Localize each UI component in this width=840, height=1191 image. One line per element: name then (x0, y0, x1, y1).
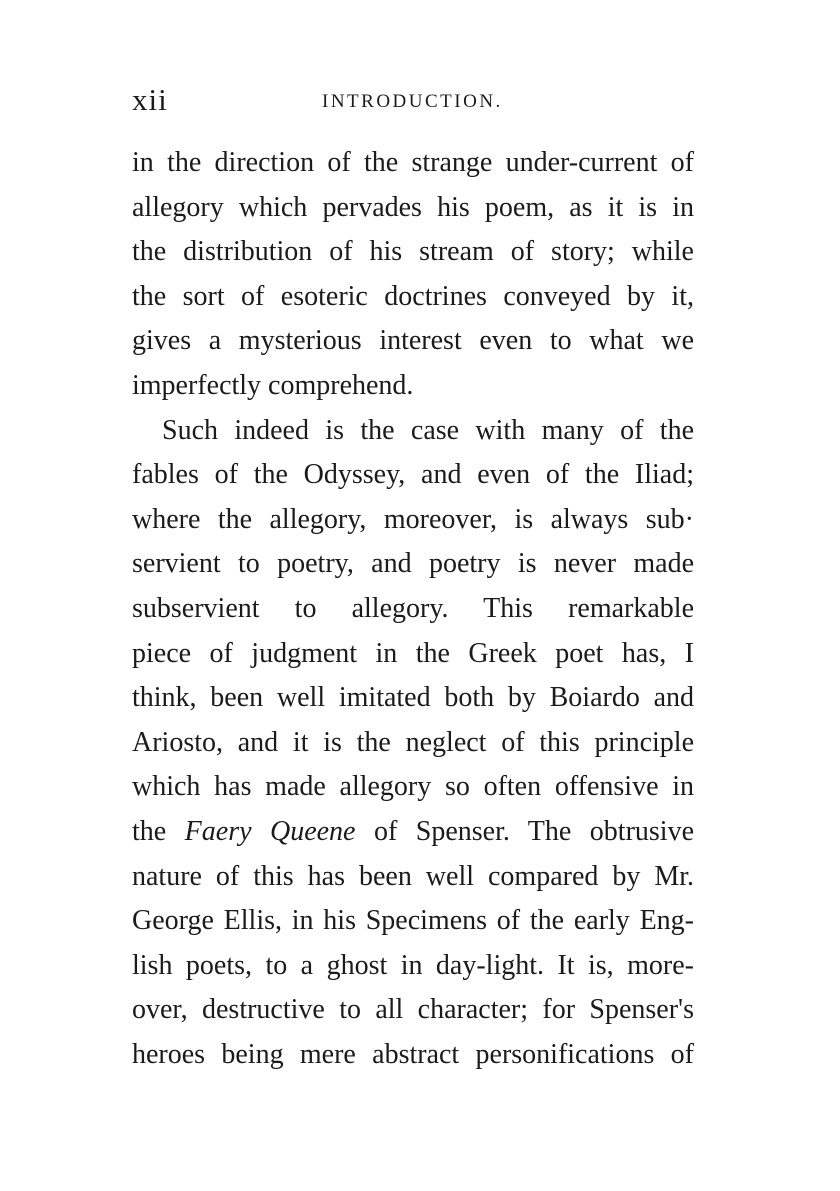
text-line: piece of judgment in the Greek poet has, I (132, 637, 694, 669)
text-line: think, been well imitated both by Boiardo and (132, 682, 694, 714)
text-line: lish poets, to a ghost in day-light. It is, more- (132, 949, 694, 981)
text-line: Ariosto, and it is the neglect of this principle (132, 726, 694, 758)
text-line: the distribution of his stream of story; while (132, 236, 694, 268)
text-line: fables of the Odyssey, and even of the Iliad; (132, 459, 694, 491)
body-text (132, 141, 694, 1077)
paragraph-1 (132, 141, 694, 409)
poem-title: Faery Queene (184, 815, 356, 847)
text-line: gives a mysterious interest even to what we (132, 325, 694, 357)
paragraph-2 (132, 409, 694, 1078)
text-line: servient to poetry, and poetry is never made (132, 548, 694, 580)
line-suffix: of Spenser. The obtrusive (355, 815, 694, 847)
text-line: Such indeed is the case with many of the (162, 414, 694, 446)
text-line: over, destructive to all character; for Spenser's (132, 994, 694, 1026)
text-line: which has made allegory so often offensive in (132, 771, 694, 803)
text-line: nature of this has been well compared by Mr. (132, 860, 694, 892)
text-line-with-title (132, 810, 694, 855)
page-number: xii (132, 82, 168, 117)
text-line: heroes being mere abstract personifications of (132, 1038, 694, 1070)
page-header (132, 80, 694, 120)
text-line: in the direction of the strange under-current of (132, 147, 694, 178)
text-line: subservient to allegory. This remarkable (132, 592, 694, 624)
line-prefix: the (132, 815, 185, 847)
text-line: imperfectly comprehend. (132, 369, 414, 401)
text-line: the sort of esoteric doctrines conveyed by it, (132, 280, 694, 312)
text-line: where the allegory, moreover, is always sub· (132, 503, 694, 535)
running-head: INTRODUCTION. (322, 91, 503, 112)
text-line: George Ellis, in his Specimens of the early Eng- (132, 905, 694, 937)
text-line: allegory which pervades his poem, as it is in (132, 191, 694, 223)
